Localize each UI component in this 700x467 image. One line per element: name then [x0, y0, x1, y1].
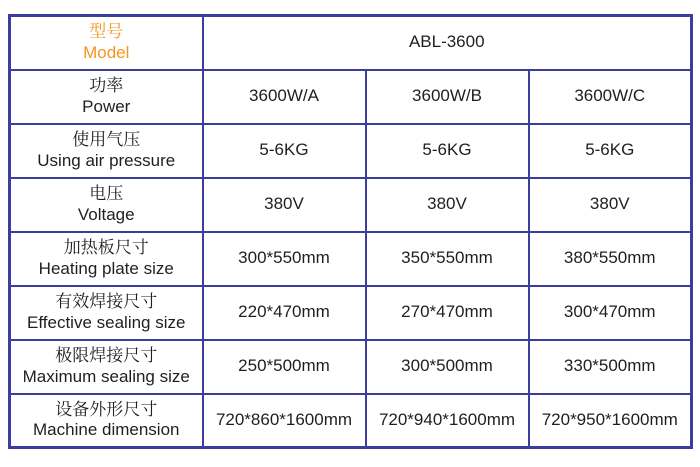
air-pressure-row — [10, 124, 692, 178]
air-pressure-label-cell — [10, 124, 203, 178]
maximum-sealing-size-value-c: 330*500mm — [529, 340, 692, 394]
heating-plate-size-value-b: 350*550mm — [366, 232, 529, 286]
machine-dimension-label-en: Machine dimension — [33, 420, 180, 440]
power-label-cell — [10, 70, 203, 124]
effective-sealing-size-label-en: Effective sealing size — [27, 312, 186, 332]
heating-plate-size-value-c: 380*550mm — [529, 232, 692, 286]
voltage-label-cell — [10, 178, 203, 232]
voltage-label-zh: 电压 — [89, 183, 124, 203]
effective-sealing-size-value-a: 220*470mm — [203, 286, 366, 340]
effective-sealing-size-row — [10, 286, 692, 340]
voltage-value-b: 380V — [366, 178, 529, 232]
power-label-en: Power — [82, 96, 131, 116]
model-row — [10, 16, 692, 70]
maximum-sealing-size-value-a: 250*500mm — [203, 340, 366, 394]
spec-table-container — [8, 14, 700, 449]
maximum-sealing-size-label-en: Maximum sealing size — [22, 366, 190, 386]
heating-plate-size-label-en: Heating plate size — [38, 258, 174, 278]
power-value-c: 3600W/C — [529, 70, 692, 124]
voltage-value-a: 380V — [203, 178, 366, 232]
air-pressure-label-zh: 使用气压 — [72, 129, 141, 149]
power-label-zh: 功率 — [89, 75, 124, 95]
maximum-sealing-size-value-b: 300*500mm — [366, 340, 529, 394]
machine-dimension-value-b: 720*940*1600mm — [366, 394, 529, 448]
air-pressure-value-b: 5-6KG — [366, 124, 529, 178]
voltage-label-en: Voltage — [77, 204, 135, 224]
effective-sealing-size-value-c: 300*470mm — [529, 286, 692, 340]
machine-dimension-row — [10, 394, 692, 448]
power-row — [10, 70, 692, 124]
machine-dimension-label-cell — [10, 394, 203, 448]
model-label-zh: 型号 — [89, 22, 124, 42]
effective-sealing-size-value-b: 270*470mm — [366, 286, 529, 340]
air-pressure-value-a: 5-6KG — [203, 124, 366, 178]
machine-dimension-label-zh: 设备外形尺寸 — [55, 399, 158, 419]
heating-plate-size-value-a: 300*550mm — [203, 232, 366, 286]
maximum-sealing-size-row — [10, 340, 692, 394]
voltage-row — [10, 178, 692, 232]
spec-table — [8, 14, 693, 449]
model-label-en: Model — [83, 42, 130, 62]
heating-plate-size-row — [10, 232, 692, 286]
model-label-cell — [10, 16, 203, 70]
heating-plate-size-label-zh: 加热板尺寸 — [63, 237, 149, 257]
air-pressure-value-c: 5-6KG — [529, 124, 692, 178]
maximum-sealing-size-label-cell — [10, 340, 203, 394]
effective-sealing-size-label-cell — [10, 286, 203, 340]
maximum-sealing-size-label-zh: 极限焊接尺寸 — [55, 345, 158, 365]
air-pressure-label-en: Using air pressure — [37, 150, 176, 170]
heating-plate-size-label-cell — [10, 232, 203, 286]
machine-dimension-value-c: 720*950*1600mm — [529, 394, 692, 448]
effective-sealing-size-label-zh: 有效焊接尺寸 — [55, 291, 158, 311]
power-value-b: 3600W/B — [366, 70, 529, 124]
machine-dimension-value-a: 720*860*1600mm — [203, 394, 366, 448]
model-value-cell: ABL-3600 — [203, 16, 692, 70]
power-value-a: 3600W/A — [203, 70, 366, 124]
voltage-value-c: 380V — [529, 178, 692, 232]
